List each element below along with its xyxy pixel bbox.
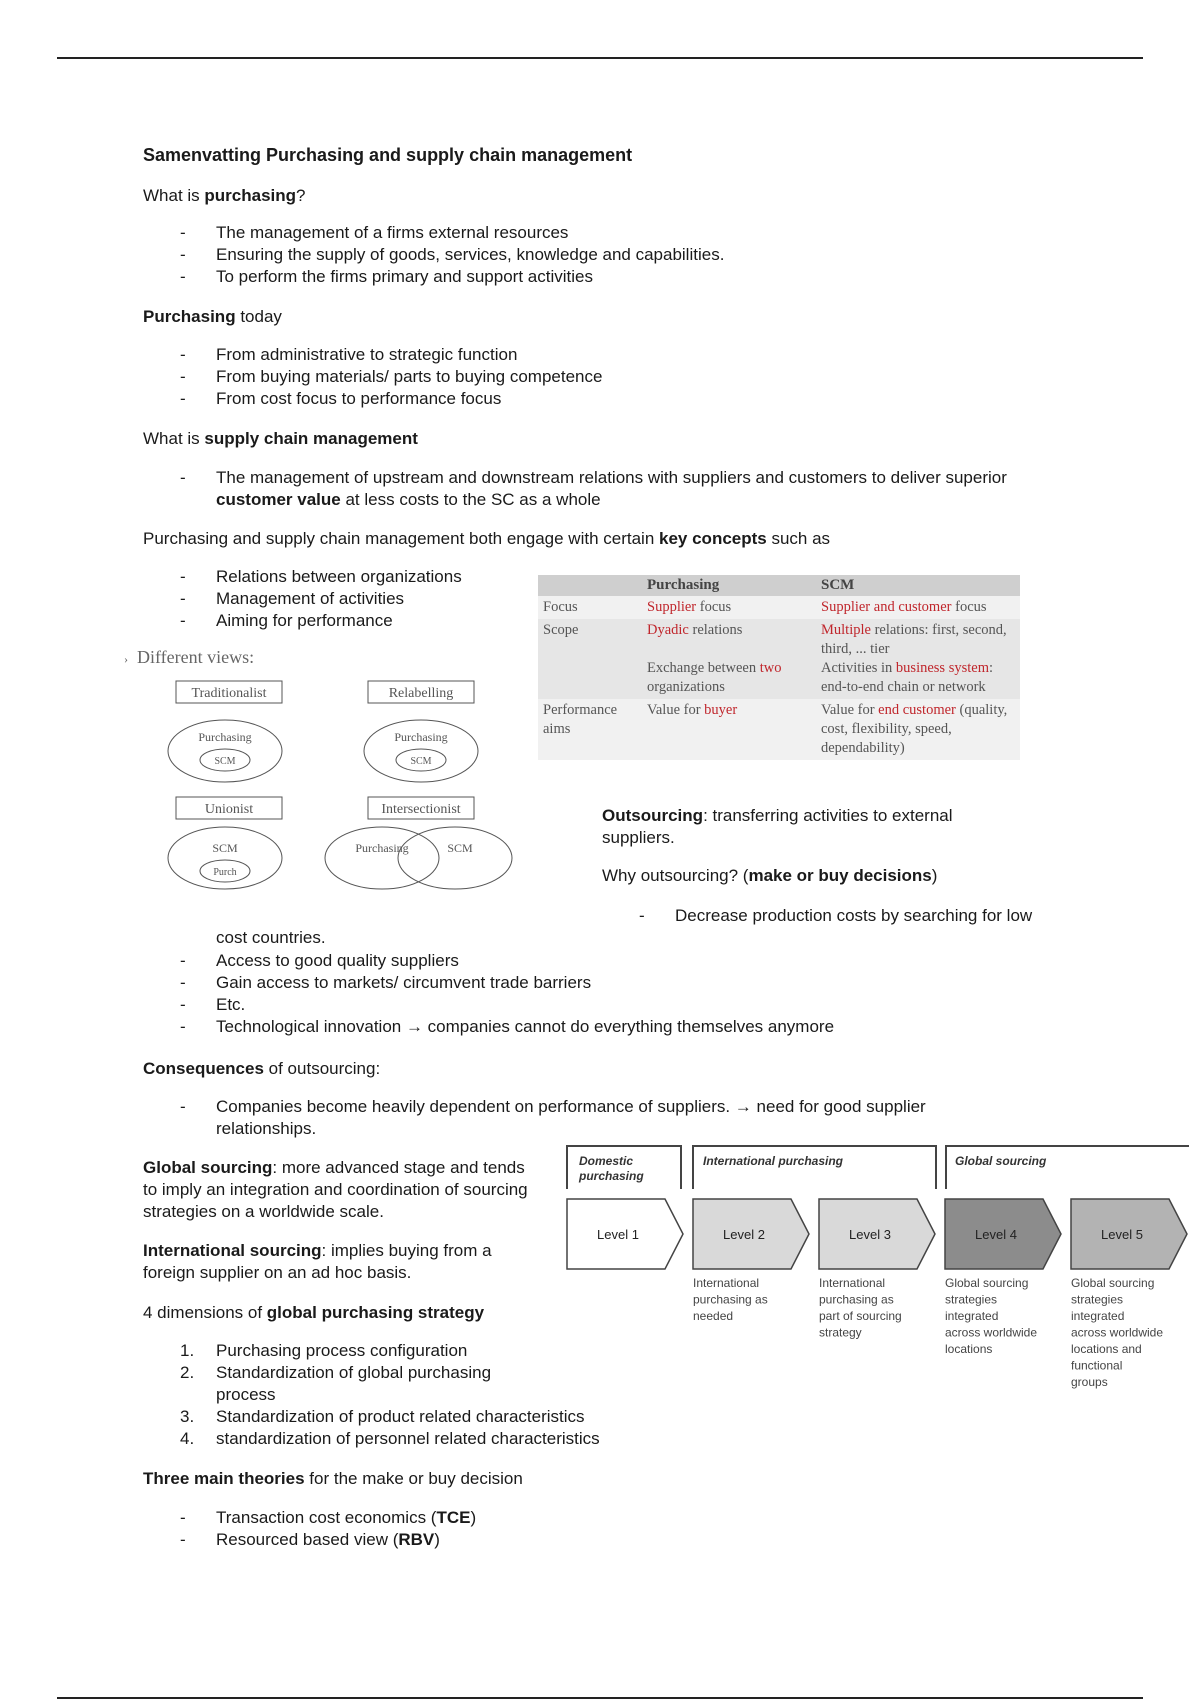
table-row	[538, 596, 1020, 619]
scm-question: What is supply chain management	[143, 429, 418, 448]
concepts-list	[143, 566, 543, 632]
table-cell: Dyadic relations Exchange between two organizations	[642, 619, 816, 699]
group-label-domestic-line1: Domestic	[579, 1154, 634, 1168]
table-header: SCM	[816, 575, 1020, 596]
why-first-item-cont: cost countries.	[216, 928, 326, 947]
comparison-table	[538, 575, 1020, 760]
list-item: - Etc.	[143, 994, 1043, 1016]
list-item: - Management of activities	[143, 588, 543, 610]
list-item: - Resourced based view (RBV)	[143, 1529, 843, 1551]
list-item: - From cost focus to performance focus	[143, 388, 1043, 410]
views-diagram	[160, 675, 520, 900]
unionist-label: Unionist	[204, 802, 254, 817]
table-header: Purchasing	[642, 575, 816, 596]
purchasing-question: What is purchasing?	[143, 186, 306, 205]
intersectionist-purchasing: Purchasing	[355, 841, 409, 855]
list-item: - Companies become heavily dependent on performance of suppliers. → need for good supplier relationships.	[143, 1096, 1013, 1140]
unionist-purch: Purch	[213, 867, 237, 878]
theories-heading: Three main theories for the make or buy decision	[143, 1469, 523, 1488]
level-description: International purchasing as needed	[693, 1276, 768, 1323]
dimensions-heading: 4 dimensions of global purchasing strategy	[143, 1303, 485, 1322]
list-item: - Access to good quality suppliers	[143, 950, 1043, 972]
group-label-global: Global sourcing	[955, 1154, 1047, 1168]
unionist-outer	[168, 827, 282, 889]
list-item: 2. Standardization of global purchasing process	[180, 1363, 492, 1404]
bottom-rule	[57, 1697, 1143, 1699]
level-label: Level 5	[1101, 1227, 1143, 1242]
list-item: - From buying materials/ parts to buying competence	[143, 366, 1043, 388]
international-sourcing-definition: International sourcing: implies buying from a foreign supplier on an ad hoc basis.	[143, 1241, 492, 1282]
table-row	[538, 699, 1020, 760]
traditionalist-scm: SCM	[214, 756, 236, 767]
consequences-heading: Consequences of outsourcing:	[143, 1059, 381, 1078]
level-label: Level 1	[597, 1227, 639, 1242]
level-label: Level 4	[975, 1227, 1017, 1242]
relabelling-scm: SCM	[410, 756, 432, 767]
intersectionist-scm: SCM	[447, 841, 473, 855]
list-item: - Relations between organizations	[143, 566, 543, 588]
sourcing-levels-diagram	[563, 1143, 1193, 1393]
table-header	[538, 575, 642, 596]
table-header-row	[538, 575, 1020, 596]
relabelling-purchasing: Purchasing	[394, 730, 448, 744]
level-arrows	[567, 1199, 1187, 1389]
traditionalist-label: Traditionalist	[191, 686, 267, 701]
why-outsourcing: Why outsourcing? (make or buy decisions)	[602, 866, 938, 885]
list-item: - To perform the firms primary and support activities	[143, 266, 1043, 288]
table-cell: Value for buyer	[642, 699, 816, 760]
level-description: Global sourcing strategies integrated across worldwide locations	[945, 1276, 1038, 1356]
unionist-scm: SCM	[212, 841, 238, 855]
list-item: - Gain access to markets/ circumvent trade barriers	[143, 972, 1043, 994]
table-row	[538, 619, 1020, 699]
list-item: - Technological innovation → companies cannot do everything themselves anymore	[143, 1016, 1043, 1038]
group-label-domestic-line2: purchasing	[579, 1169, 644, 1183]
row-label: Scope	[538, 619, 642, 699]
purchasing-today-heading: Purchasing today	[143, 307, 282, 326]
level-label: Level 3	[849, 1227, 891, 1242]
list-item: - The management of upstream and downstream relations with suppliers and customers to deliver superior customer value at less costs to the SC as a whole	[143, 467, 1013, 511]
why-first-dash: -	[639, 906, 645, 925]
row-label: Focus	[538, 596, 642, 619]
document-title: Samenvatting Purchasing and supply chain management	[143, 145, 633, 165]
row-label: Performance aims	[538, 699, 642, 760]
bullet-icon: ›	[124, 652, 128, 666]
top-rule	[57, 57, 1143, 59]
intersectionist-left	[325, 827, 439, 889]
why-first-item: Decrease production costs by searching for low	[675, 906, 1033, 925]
group-label-domestic	[578, 1154, 644, 1183]
level-description: International purchasing as part of sourcing strategy	[819, 1276, 902, 1340]
intersectionist-label: Intersectionist	[381, 802, 461, 817]
list-item: - Transaction cost economics (TCE)	[143, 1507, 843, 1529]
table-cell: Supplier focus	[642, 596, 816, 619]
list-item: 1. Purchasing process configuration	[180, 1341, 468, 1360]
list-item: - Aiming for performance	[143, 610, 543, 632]
table-cell: Value for end customer (quality, cost, flexibility, speed, dependability)	[816, 699, 1020, 760]
key-concepts-text: Purchasing and supply chain management both engage with certain key concepts such as	[143, 529, 831, 548]
group-label-international: International purchasing	[703, 1154, 844, 1168]
relabelling-label: Relabelling	[388, 686, 454, 701]
list-item: 3. Standardization of product related characteristics	[180, 1407, 585, 1426]
table-cell: Multiple relations: first, second, third, ... tier Activities in business system: end-to-end chain or network	[816, 619, 1020, 699]
list-item: 4. standardization of personnel related characteristics	[180, 1429, 600, 1448]
consequences-list	[143, 1096, 1013, 1140]
why-list	[143, 950, 1043, 1038]
level-description: Global sourcing strategies integrated across worldwide locations and functional groups	[1071, 1276, 1164, 1389]
level-label: Level 2	[723, 1227, 765, 1242]
table-cell: Supplier and customer focus	[816, 596, 1020, 619]
list-item: - Ensuring the supply of goods, services, knowledge and capabilities.	[143, 244, 1043, 266]
global-sourcing-definition: Global sourcing: more advanced stage and tends to imply an integration and coordination of sourcing strategies on a worldwide scale.	[143, 1158, 528, 1221]
list-item: - The management of a firms external resources	[143, 222, 1043, 244]
views-heading: › Different views:	[124, 647, 255, 667]
scm-list	[143, 467, 1013, 511]
traditionalist-purchasing: Purchasing	[198, 730, 252, 744]
theories-list	[143, 1507, 843, 1551]
purchasing-list	[143, 222, 1043, 288]
outsourcing-definition: Outsourcing: transferring activities to external suppliers.	[602, 806, 953, 847]
today-list	[143, 344, 1043, 410]
list-item: - From administrative to strategic function	[143, 344, 1043, 366]
intersectionist-right	[398, 827, 512, 889]
